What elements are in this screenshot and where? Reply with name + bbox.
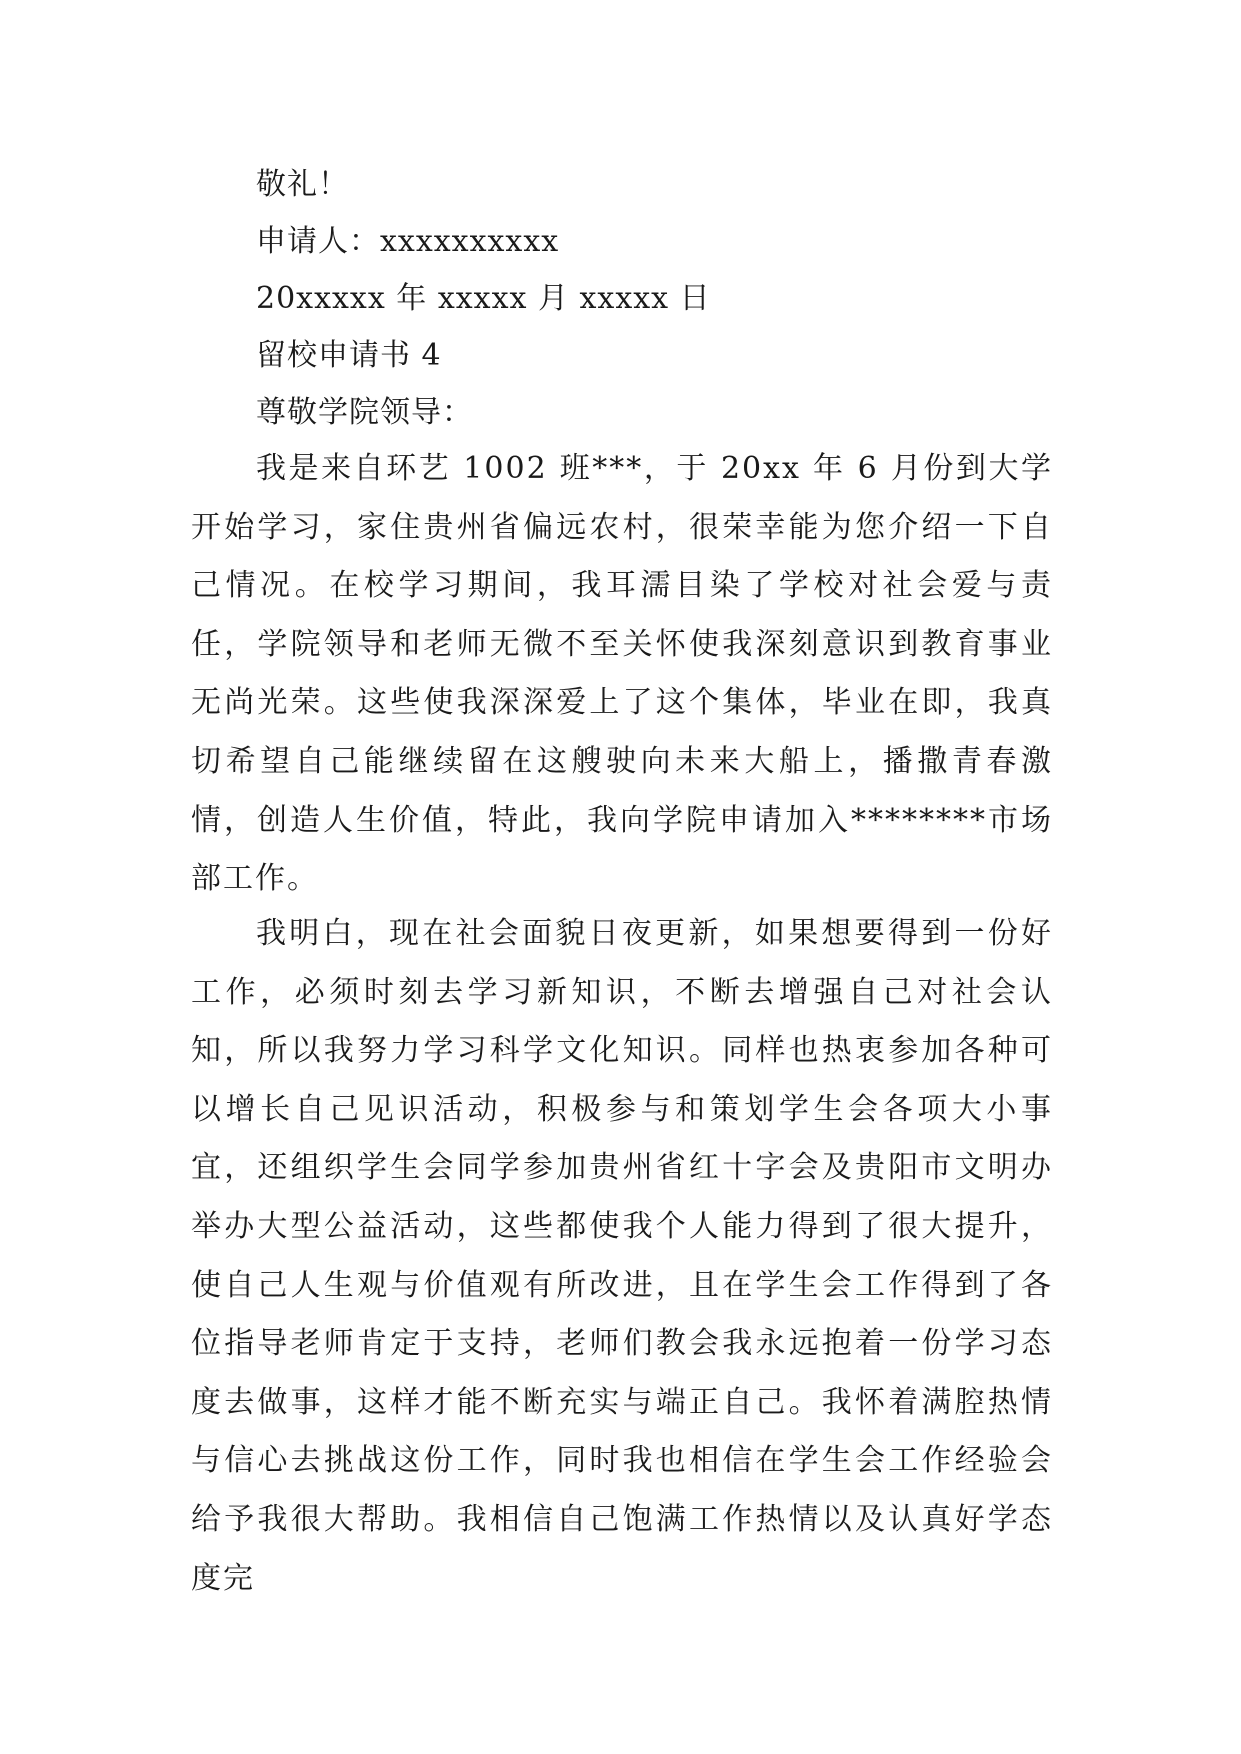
paragraph-1: 我是来自环艺 1002 班***，于 20xx 年 6 月份到大学开始学习，家住贵州省偏远农村，很荣幸能为您介绍一下自己情况。在校学习期间，我耳濡目染了学校对社会爱与责任，学院领导和老师无微不至关怀使我深刻意识到教育事业无尚光荣。这些使我深深爱上了这个集体，毕业在即，我真切希望自己能继续留在这艘驶向未来大船上，播撒青春激情，创造人生价值，特此，我向学院申请加入********市场部工作。: [191, 451, 1053, 897]
paragraph-2: 我明白，现在社会面貌日夜更新，如果想要得到一份好工作，必须时刻去学习新知识，不断去增强自己对社会认知，所以我努力学习科学文化知识。同样也热衷参加各种可以增长自己见识活动，积极参与和策划学生会各项大小事宜，还组织学生会同学参加贵州省红十字会及贵阳市文明办举办大型公益活动，这些都使我个人能力得到了很大提升，使自己人生观与价值观有所改进，且在学生会工作得到了各位指导老师肯定于支持，老师们教会我永远抱着一份学习态度去做事，这样才能不断充实与端正自己。我怀着满腔热情与信心去挑战这份工作，同时我也相信在学生会工作经验会给予我很大帮助。我相信自己饱满工作热情以及认真好学态度完: [191, 916, 1053, 1596]
letter-title: 留校申请书 4: [256, 338, 442, 373]
date-line: 20xxxxx 年 xxxxx 月 xxxxx 日: [256, 281, 711, 316]
closing-line: 敬礼！: [256, 167, 349, 202]
salutation-line: 尊敬学院领导：: [256, 395, 473, 430]
applicant-line: 申请人：xxxxxxxxxx: [256, 224, 560, 259]
